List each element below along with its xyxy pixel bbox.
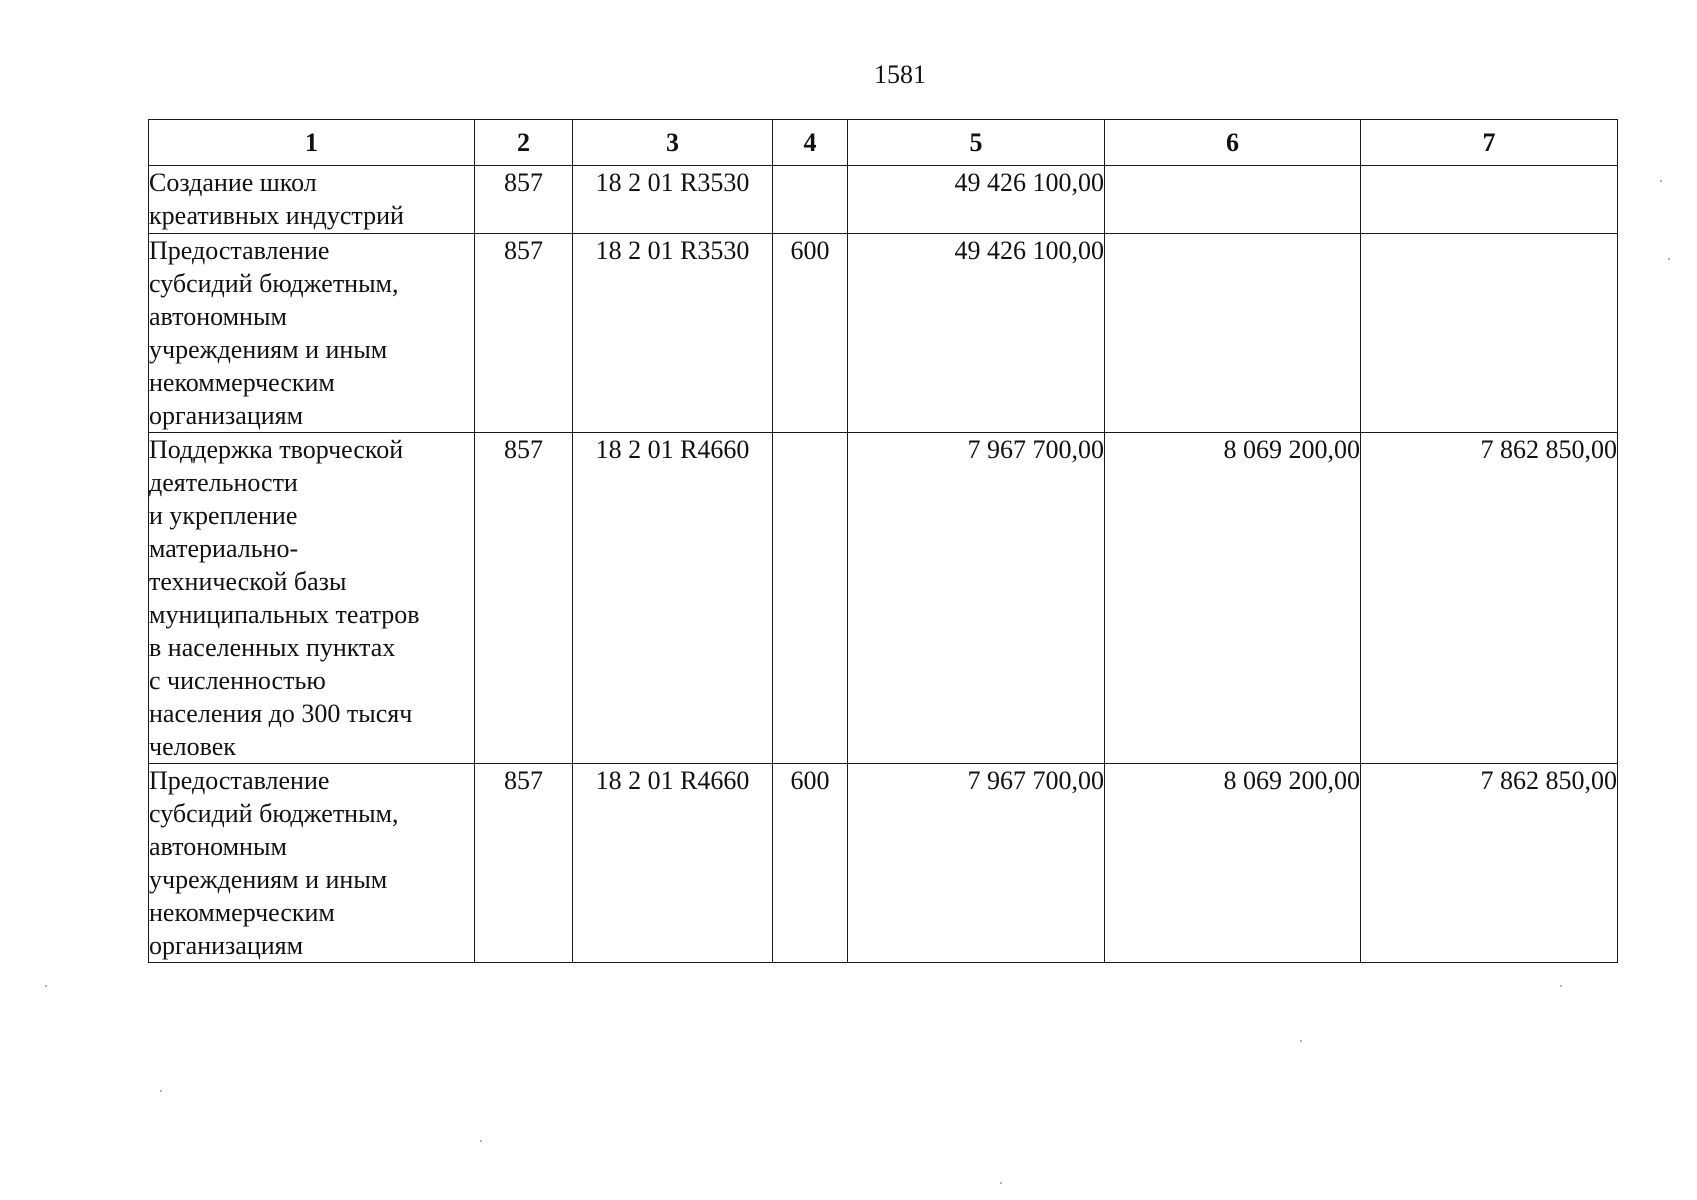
cell-col7 xyxy=(1361,166,1618,234)
row-name-text: Предоставление субсидий бюджетным, автономным учреждениям и иным некоммерческим организациям xyxy=(149,236,399,430)
cell-col2: 857 xyxy=(475,166,573,234)
row-name-text: Предоставление субсидий бюджетным, автономным учреждениям и иным некоммерческим организациям xyxy=(149,766,399,960)
cell-col6: 8 069 200,00 xyxy=(1105,764,1361,963)
cell-col4 xyxy=(773,166,848,234)
scan-speck xyxy=(1300,1040,1302,1042)
cell-col2: 857 xyxy=(475,764,573,963)
cell-col6 xyxy=(1105,234,1361,433)
scan-speck xyxy=(45,985,47,987)
scan-speck xyxy=(1560,985,1562,987)
column-header-2: 2 xyxy=(475,120,573,166)
table-row xyxy=(149,764,1618,963)
row-name-text: Поддержка творческой деятельности и укрепление материально- технической базы муниципальных театров в населенных пунктах с численностью населения до 300 тысяч человек xyxy=(149,435,420,761)
cell-col5: 7 967 700,00 xyxy=(848,433,1105,764)
cell-col2: 857 xyxy=(475,234,573,433)
scan-speck xyxy=(1660,180,1662,182)
cell-name xyxy=(149,764,475,963)
table-header-row xyxy=(149,120,1618,166)
scan-speck xyxy=(1000,1182,1002,1184)
cell-col6: 8 069 200,00 xyxy=(1105,433,1361,764)
cell-col7: 7 862 850,00 xyxy=(1361,433,1618,764)
table-row xyxy=(149,166,1618,234)
scan-speck xyxy=(480,1140,482,1142)
budget-table xyxy=(148,119,1618,963)
cell-col6 xyxy=(1105,166,1361,234)
column-header-7: 7 xyxy=(1361,120,1618,166)
cell-col3: 18 2 01 R3530 xyxy=(573,166,773,234)
table-row xyxy=(149,234,1618,433)
cell-col4 xyxy=(773,433,848,764)
cell-col4: 600 xyxy=(773,764,848,963)
cell-col3: 18 2 01 R4660 xyxy=(573,433,773,764)
column-header-3: 3 xyxy=(573,120,773,166)
cell-col7: 7 862 850,00 xyxy=(1361,764,1618,963)
cell-col7 xyxy=(1361,234,1618,433)
column-header-4: 4 xyxy=(773,120,848,166)
cell-name xyxy=(149,234,475,433)
row-name-text: Создание школ креативных индустрий xyxy=(149,168,404,230)
cell-col2: 857 xyxy=(475,433,573,764)
cell-col5: 7 967 700,00 xyxy=(848,764,1105,963)
scan-speck xyxy=(160,1090,162,1092)
cell-col3: 18 2 01 R3530 xyxy=(573,234,773,433)
column-header-6: 6 xyxy=(1105,120,1361,166)
cell-name xyxy=(149,166,475,234)
table-row xyxy=(149,433,1618,764)
column-header-5: 5 xyxy=(848,120,1105,166)
cell-col5: 49 426 100,00 xyxy=(848,234,1105,433)
scan-speck xyxy=(1668,258,1670,260)
cell-col3: 18 2 01 R4660 xyxy=(573,764,773,963)
cell-col5: 49 426 100,00 xyxy=(848,166,1105,234)
page-number: 1581 xyxy=(874,60,926,89)
cell-col4: 600 xyxy=(773,234,848,433)
column-header-1: 1 xyxy=(149,120,475,166)
cell-name xyxy=(149,433,475,764)
